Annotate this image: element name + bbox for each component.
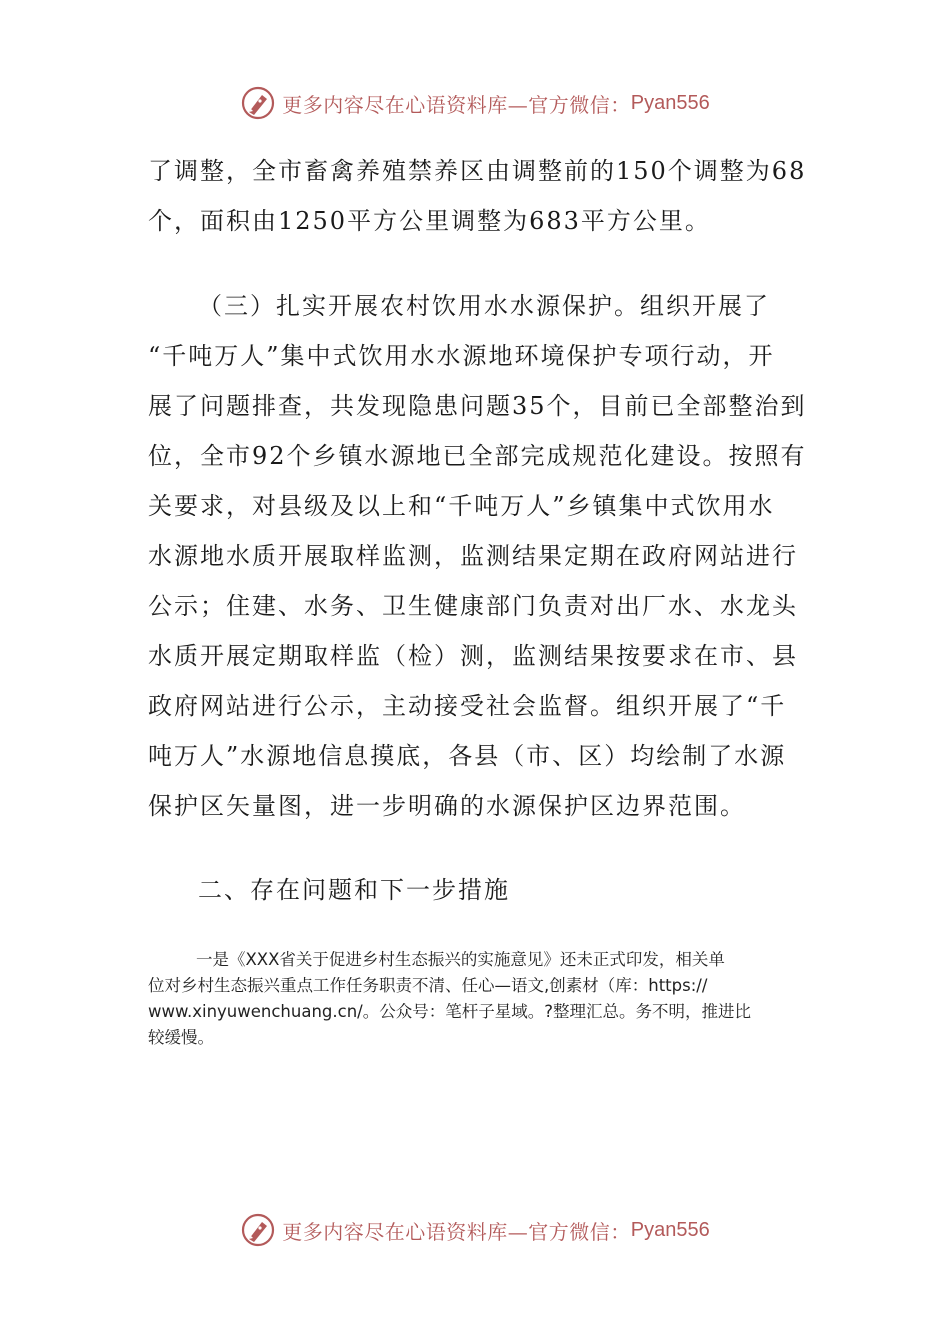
footnote-line: 较缓慢。 (148, 1028, 214, 1047)
footnote-line: 一是《XXX省关于促进乡村生态振兴的实施意见》还未正式印发，相关单 (196, 950, 725, 969)
text-line: 水源地水质开展取样监测，监测结果定期在政府网站进行 (148, 542, 798, 570)
watermark-wechat-id: Pyan556 (630, 1218, 710, 1241)
text-line: 保护区矢量图，进一步明确的水源保护区边界范围。 (148, 792, 746, 820)
text-line: 展了问题排查，共发现隐患问题35个，目前已全部整治到 (148, 392, 807, 420)
text-line: 了调整，全市畜禽养殖禁养区由调整前的150个调整为68 (148, 157, 807, 185)
section-heading-block (148, 865, 808, 915)
footnote-line: 位对乡村生态振兴重点工作任务职责不清、任心—语文,创素材（库：https:// (148, 976, 708, 995)
paragraph-continuation (148, 146, 808, 246)
watermark-wechat-id: Pyan556 (630, 91, 710, 114)
pen-nib-logo-icon (240, 85, 276, 121)
watermark-text: 更多内容尽在心语资料库—官方微信： (282, 92, 631, 117)
section-heading: 二、存在问题和下一步措施 (198, 876, 510, 904)
text-line: “千吨万人”集中式饮用水水源地环境保护专项行动，开 (148, 342, 775, 370)
pen-nib-logo-icon (240, 1212, 276, 1248)
text-line: 水质开展定期取样监（检）测，监测结果按要求在市、县 (148, 642, 798, 670)
footer-watermark (0, 1210, 950, 1250)
text-line: 公示；住建、水务、卫生健康部门负责对出厂水、水龙头 (148, 592, 798, 620)
text-line: 位，全市92个乡镇水源地已全部完成规范化建设。按照有 (148, 442, 807, 470)
text-line: （三）扎实开展农村饮用水水源保护。组织开展了 (198, 292, 770, 320)
text-line: 个，面积由1250平方公里调整为683平方公里。 (148, 207, 711, 235)
text-line: 关要求，对县级及以上和“千吨万人”乡镇集中式饮用水 (148, 492, 775, 520)
paragraph-water-source-protection (148, 281, 808, 831)
header-watermark (0, 83, 950, 123)
footnote-paragraph (148, 947, 810, 1051)
watermark-text: 更多内容尽在心语资料库—官方微信： (282, 1219, 631, 1244)
text-line: 吨万人”水源地信息摸底，各县（市、区）均绘制了水源 (148, 742, 787, 770)
text-line: 政府网站进行公示，主动接受社会监督。组织开展了“千 (148, 692, 787, 720)
footnote-line: www.xinyuwenchuang.cn/。公众号：笔杆子星域。?整理汇总。务不明，推进比 (148, 1002, 751, 1021)
